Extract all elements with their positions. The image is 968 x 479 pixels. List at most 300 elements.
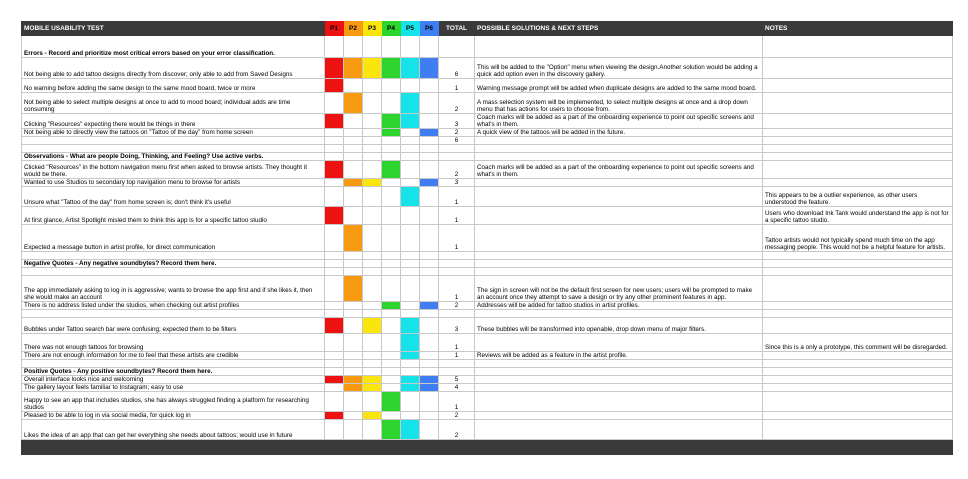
participant-p3-cell[interactable] <box>363 360 382 368</box>
participant-p5-cell[interactable] <box>401 187 420 207</box>
solution-cell[interactable] <box>475 412 763 420</box>
header-notes[interactable]: NOTES <box>763 22 953 36</box>
observation-cell[interactable]: No warning before adding the same design to the same mood board, twice or more <box>22 79 325 93</box>
participant-p5-cell[interactable] <box>401 318 420 334</box>
participant-p3-cell[interactable] <box>363 268 382 276</box>
total-cell[interactable]: 1 <box>439 79 475 93</box>
participant-p6-cell[interactable] <box>420 412 439 420</box>
participant-p1-cell[interactable] <box>325 225 344 252</box>
total-cell[interactable]: 2 <box>439 412 475 420</box>
participant-p4-cell[interactable] <box>382 302 401 310</box>
participant-p6-cell[interactable] <box>420 93 439 114</box>
participant-p2-cell[interactable] <box>344 58 363 79</box>
participant-p6-cell[interactable] <box>420 114 439 129</box>
participant-p1-cell[interactable] <box>325 302 344 310</box>
participant-p3-cell[interactable] <box>363 384 382 392</box>
participant-p1-cell[interactable] <box>325 376 344 384</box>
participant-p4-cell[interactable] <box>382 360 401 368</box>
participant-p5-cell[interactable] <box>401 392 420 412</box>
participant-p1-cell[interactable] <box>325 179 344 187</box>
notes-cell[interactable] <box>763 161 953 179</box>
participant-p1-cell[interactable] <box>325 137 344 145</box>
participant-p6-cell[interactable] <box>420 334 439 352</box>
participant-p3-cell[interactable] <box>363 153 382 161</box>
participant-p6-cell[interactable] <box>420 310 439 318</box>
total-cell[interactable] <box>439 368 475 376</box>
observation-cell[interactable]: Unsure what "Tattoo of the day" from home screen is; don't think it's useful <box>22 187 325 207</box>
participant-p2-cell[interactable] <box>344 260 363 268</box>
solution-cell[interactable] <box>475 268 763 276</box>
total-cell[interactable]: 1 <box>439 207 475 225</box>
header-title[interactable]: MOBILE USABILITY TEST <box>22 22 325 36</box>
solution-cell[interactable] <box>475 420 763 440</box>
solution-cell[interactable]: The sign in screen will not be the default first screen for new users; users will be prompted to make an account once they attempt to save a design or try any other prominent features in app. <box>475 276 763 302</box>
participant-p3-cell[interactable] <box>363 302 382 310</box>
participant-p2-cell[interactable] <box>344 153 363 161</box>
participant-p3-cell[interactable] <box>363 207 382 225</box>
participant-p5-cell[interactable] <box>401 137 420 145</box>
participant-p2-cell[interactable] <box>344 252 363 260</box>
participant-p4-cell[interactable] <box>382 260 401 268</box>
participant-p1-cell[interactable] <box>325 129 344 137</box>
participant-p5-cell[interactable] <box>401 268 420 276</box>
total-cell[interactable]: 1 <box>439 225 475 252</box>
participant-p6-cell[interactable] <box>420 368 439 376</box>
total-cell[interactable] <box>439 145 475 153</box>
solution-cell[interactable]: Warning message prompt will be added when duplicate designs are added to the same mood board. <box>475 79 763 93</box>
participant-p2-cell[interactable] <box>344 179 363 187</box>
solution-cell[interactable] <box>475 207 763 225</box>
participant-p2-cell[interactable] <box>344 412 363 420</box>
solution-cell[interactable] <box>475 225 763 252</box>
total-cell[interactable] <box>439 268 475 276</box>
participant-p5-cell[interactable] <box>401 153 420 161</box>
notes-cell[interactable] <box>763 420 953 440</box>
participant-p5-cell[interactable] <box>401 207 420 225</box>
participant-p2-cell[interactable] <box>344 137 363 145</box>
solution-cell[interactable]: A mass selection system will be implemented, to select multiple designs at once and a drop down menu that has actions for users to choose from. <box>475 93 763 114</box>
participant-p6-cell[interactable] <box>420 161 439 179</box>
total-cell[interactable]: 1 <box>439 276 475 302</box>
participant-p5-cell[interactable] <box>401 179 420 187</box>
total-cell[interactable]: 2 <box>439 420 475 440</box>
observation-cell[interactable]: There is no address listed under the studios, when checking out artist profiles <box>22 302 325 310</box>
notes-cell[interactable] <box>763 310 953 318</box>
participant-p2-cell[interactable] <box>344 376 363 384</box>
participant-p2-cell[interactable] <box>344 368 363 376</box>
participant-p5-cell[interactable] <box>401 310 420 318</box>
participant-p2-cell[interactable] <box>344 225 363 252</box>
participant-p2-cell[interactable] <box>344 145 363 153</box>
participant-p6-cell[interactable] <box>420 302 439 310</box>
total-cell[interactable] <box>439 153 475 161</box>
participant-p4-cell[interactable] <box>382 334 401 352</box>
participant-p1-cell[interactable] <box>325 145 344 153</box>
observation-cell[interactable]: The app immediately asking to log in is aggressive; wants to browse the app first and if she likes it, then she would make an account <box>22 276 325 302</box>
participant-p2-cell[interactable] <box>344 318 363 334</box>
participant-p6-cell[interactable] <box>420 376 439 384</box>
participant-p1-cell[interactable] <box>325 420 344 440</box>
participant-p2-cell[interactable] <box>344 161 363 179</box>
solution-cell[interactable] <box>475 360 763 368</box>
participant-p5-cell[interactable] <box>401 368 420 376</box>
participant-p4-cell[interactable] <box>382 93 401 114</box>
participant-p4-cell[interactable] <box>382 137 401 145</box>
solution-cell[interactable]: This will be added to the "Option" menu when viewing the design.Another solution would be adding a quick add option even in the discovery gallery. <box>475 58 763 79</box>
participant-p6-cell[interactable] <box>420 179 439 187</box>
solution-cell[interactable] <box>475 153 763 161</box>
participant-p3-cell[interactable] <box>363 79 382 93</box>
participant-p6-cell[interactable] <box>420 420 439 440</box>
participant-p4-cell[interactable] <box>382 179 401 187</box>
notes-cell[interactable] <box>763 114 953 129</box>
participant-p4-cell[interactable] <box>382 207 401 225</box>
participant-p1-cell[interactable] <box>325 268 344 276</box>
observation-cell[interactable]: Clicking "Resources" expecting there would be things in there <box>22 114 325 129</box>
participant-p3-cell[interactable] <box>363 137 382 145</box>
notes-cell[interactable] <box>763 352 953 360</box>
participant-p3-cell[interactable] <box>363 36 382 58</box>
notes-cell[interactable] <box>763 412 953 420</box>
participant-p1-cell[interactable] <box>325 36 344 58</box>
participant-p4-cell[interactable] <box>382 114 401 129</box>
participant-p1-cell[interactable] <box>325 93 344 114</box>
participant-p4-cell[interactable] <box>382 376 401 384</box>
participant-p1-cell[interactable] <box>325 260 344 268</box>
solution-cell[interactable] <box>475 179 763 187</box>
participant-p3-cell[interactable] <box>363 145 382 153</box>
participant-p2-cell[interactable] <box>344 207 363 225</box>
participant-p2-cell[interactable] <box>344 310 363 318</box>
participant-p5-cell[interactable] <box>401 79 420 93</box>
header-p5[interactable]: P5 <box>401 22 420 36</box>
notes-cell[interactable] <box>763 302 953 310</box>
participant-p5-cell[interactable] <box>401 260 420 268</box>
notes-cell[interactable] <box>763 129 953 137</box>
solution-cell[interactable]: Reviews will be added as a feature in the artist profile. <box>475 352 763 360</box>
solution-cell[interactable] <box>475 145 763 153</box>
notes-cell[interactable]: Since this is a only a prototype, this comment will be disregarded. <box>763 334 953 352</box>
notes-cell[interactable] <box>763 79 953 93</box>
participant-p3-cell[interactable] <box>363 179 382 187</box>
solution-cell[interactable]: Coach marks will be added as a part of the onboarding experience to point out specific screens and what's in them. <box>475 114 763 129</box>
notes-cell[interactable] <box>763 268 953 276</box>
total-cell[interactable]: 1 <box>439 392 475 412</box>
participant-p6-cell[interactable] <box>420 187 439 207</box>
participant-p1-cell[interactable] <box>325 153 344 161</box>
participant-p4-cell[interactable] <box>382 225 401 252</box>
participant-p3-cell[interactable] <box>363 376 382 384</box>
participant-p5-cell[interactable] <box>401 129 420 137</box>
total-cell[interactable]: 6 <box>439 137 475 145</box>
notes-cell[interactable] <box>763 360 953 368</box>
participant-p6-cell[interactable] <box>420 352 439 360</box>
total-cell[interactable]: 1 <box>439 334 475 352</box>
solution-cell[interactable] <box>475 36 763 58</box>
total-cell[interactable]: 3 <box>439 318 475 334</box>
section-title-cell[interactable]: Observations - What are people Doing, Thinking, and Feeling? Use active verbs. <box>22 153 325 161</box>
participant-p3-cell[interactable] <box>363 161 382 179</box>
total-cell[interactable] <box>439 310 475 318</box>
total-cell[interactable]: 6 <box>439 58 475 79</box>
participant-p2-cell[interactable] <box>344 384 363 392</box>
observation-cell[interactable] <box>22 137 325 145</box>
participant-p2-cell[interactable] <box>344 114 363 129</box>
observation-cell[interactable]: Likes the idea of an app that can get her everything she needs about tattoos; would use in future <box>22 420 325 440</box>
participant-p5-cell[interactable] <box>401 161 420 179</box>
participant-p4-cell[interactable] <box>382 161 401 179</box>
total-cell[interactable] <box>439 260 475 268</box>
observation-cell[interactable]: There are not enough information for me to feel that these artists are credible <box>22 352 325 360</box>
observation-cell[interactable]: Not being able to directly view the tattoos on "Tattoo of the day" from home screen <box>22 129 325 137</box>
participant-p3-cell[interactable] <box>363 260 382 268</box>
total-cell[interactable] <box>439 252 475 260</box>
participant-p5-cell[interactable] <box>401 114 420 129</box>
solution-cell[interactable]: Coach marks will be added as a part of the onboarding experience to point out specific screens and what's in them. <box>475 161 763 179</box>
notes-cell[interactable] <box>763 318 953 334</box>
participant-p1-cell[interactable] <box>325 392 344 412</box>
participant-p6-cell[interactable] <box>420 260 439 268</box>
total-cell[interactable]: 2 <box>439 93 475 114</box>
participant-p2-cell[interactable] <box>344 129 363 137</box>
observation-cell[interactable] <box>22 268 325 276</box>
participant-p5-cell[interactable] <box>401 36 420 58</box>
participant-p6-cell[interactable] <box>420 252 439 260</box>
participant-p4-cell[interactable] <box>382 129 401 137</box>
participant-p5-cell[interactable] <box>401 376 420 384</box>
participant-p4-cell[interactable] <box>382 252 401 260</box>
participant-p2-cell[interactable] <box>344 360 363 368</box>
participant-p2-cell[interactable] <box>344 420 363 440</box>
participant-p1-cell[interactable] <box>325 58 344 79</box>
participant-p6-cell[interactable] <box>420 137 439 145</box>
notes-cell[interactable] <box>763 179 953 187</box>
participant-p3-cell[interactable] <box>363 420 382 440</box>
participant-p5-cell[interactable] <box>401 145 420 153</box>
participant-p6-cell[interactable] <box>420 58 439 79</box>
header-p6[interactable]: P6 <box>420 22 439 36</box>
solution-cell[interactable]: These bubbles will be transformed into openable, drop down menu of major filters. <box>475 318 763 334</box>
header-total[interactable]: TOTAL <box>439 22 475 36</box>
participant-p4-cell[interactable] <box>382 412 401 420</box>
solution-cell[interactable] <box>475 310 763 318</box>
total-cell[interactable] <box>439 36 475 58</box>
solution-cell[interactable] <box>475 376 763 384</box>
notes-cell[interactable] <box>763 252 953 260</box>
solution-cell[interactable] <box>475 392 763 412</box>
solution-cell[interactable] <box>475 334 763 352</box>
participant-p4-cell[interactable] <box>382 310 401 318</box>
notes-cell[interactable] <box>763 58 953 79</box>
total-cell[interactable]: 1 <box>439 187 475 207</box>
participant-p1-cell[interactable] <box>325 318 344 334</box>
notes-cell[interactable]: This appears to be a outlier experience, as other users understood the feature. <box>763 187 953 207</box>
header-solutions[interactable]: POSSIBLE SOLUTIONS & NEXT STEPS <box>475 22 763 36</box>
total-cell[interactable]: 5 <box>439 376 475 384</box>
participant-p3-cell[interactable] <box>363 392 382 412</box>
participant-p1-cell[interactable] <box>325 412 344 420</box>
notes-cell[interactable] <box>763 276 953 302</box>
participant-p2-cell[interactable] <box>344 352 363 360</box>
participant-p6-cell[interactable] <box>420 268 439 276</box>
participant-p2-cell[interactable] <box>344 187 363 207</box>
participant-p6-cell[interactable] <box>420 392 439 412</box>
observation-cell[interactable]: Bubbles under Tattoo search bar were confusing; expected them to be filters <box>22 318 325 334</box>
participant-p3-cell[interactable] <box>363 412 382 420</box>
participant-p3-cell[interactable] <box>363 310 382 318</box>
notes-cell[interactable] <box>763 93 953 114</box>
participant-p1-cell[interactable] <box>325 352 344 360</box>
total-cell[interactable]: 2 <box>439 129 475 137</box>
participant-p6-cell[interactable] <box>420 145 439 153</box>
participant-p3-cell[interactable] <box>363 276 382 302</box>
participant-p4-cell[interactable] <box>382 79 401 93</box>
participant-p5-cell[interactable] <box>401 420 420 440</box>
participant-p5-cell[interactable] <box>401 302 420 310</box>
participant-p5-cell[interactable] <box>401 384 420 392</box>
notes-cell[interactable] <box>763 137 953 145</box>
solution-cell[interactable] <box>475 384 763 392</box>
participant-p4-cell[interactable] <box>382 392 401 412</box>
total-cell[interactable] <box>439 360 475 368</box>
participant-p6-cell[interactable] <box>420 129 439 137</box>
participant-p4-cell[interactable] <box>382 187 401 207</box>
header-p3[interactable]: P3 <box>363 22 382 36</box>
section-title-cell[interactable]: Errors - Record and prioritize most critical errors based on your error classification. <box>22 36 325 58</box>
participant-p6-cell[interactable] <box>420 79 439 93</box>
total-cell[interactable]: 3 <box>439 114 475 129</box>
participant-p1-cell[interactable] <box>325 360 344 368</box>
participant-p1-cell[interactable] <box>325 368 344 376</box>
participant-p3-cell[interactable] <box>363 318 382 334</box>
participant-p5-cell[interactable] <box>401 93 420 114</box>
observation-cell[interactable]: Overall interface looks nice and welcoming <box>22 376 325 384</box>
notes-cell[interactable] <box>763 145 953 153</box>
header-p2[interactable]: P2 <box>344 22 363 36</box>
observation-cell[interactable]: Clicked "Resources" in the bottom navigation menu first when asked to browse artists. They thought it would be there. <box>22 161 325 179</box>
solution-cell[interactable] <box>475 252 763 260</box>
header-p4[interactable]: P4 <box>382 22 401 36</box>
observation-cell[interactable]: Happy to see an app that includes studios, she has always struggled finding a platform for researching studios <box>22 392 325 412</box>
participant-p4-cell[interactable] <box>382 145 401 153</box>
total-cell[interactable]: 4 <box>439 384 475 392</box>
solution-cell[interactable] <box>475 368 763 376</box>
participant-p6-cell[interactable] <box>420 153 439 161</box>
participant-p3-cell[interactable] <box>363 368 382 376</box>
participant-p3-cell[interactable] <box>363 225 382 252</box>
observation-cell[interactable] <box>22 310 325 318</box>
participant-p3-cell[interactable] <box>363 334 382 352</box>
participant-p2-cell[interactable] <box>344 276 363 302</box>
participant-p5-cell[interactable] <box>401 412 420 420</box>
participant-p1-cell[interactable] <box>325 161 344 179</box>
participant-p3-cell[interactable] <box>363 93 382 114</box>
participant-p2-cell[interactable] <box>344 334 363 352</box>
participant-p4-cell[interactable] <box>382 153 401 161</box>
notes-cell[interactable]: Tattoo artists would not typically spend much time on the app messaging people. This would not be a helpful feature for artists. <box>763 225 953 252</box>
participant-p3-cell[interactable] <box>363 187 382 207</box>
participant-p2-cell[interactable] <box>344 302 363 310</box>
participant-p4-cell[interactable] <box>382 352 401 360</box>
participant-p4-cell[interactable] <box>382 268 401 276</box>
section-title-cell[interactable]: Negative Quotes - Any negative soundbytes? Record them here. <box>22 260 325 268</box>
observation-cell[interactable]: Pleased to be able to log in via social media, for quick log in <box>22 412 325 420</box>
notes-cell[interactable] <box>763 376 953 384</box>
participant-p6-cell[interactable] <box>420 36 439 58</box>
notes-cell[interactable] <box>763 153 953 161</box>
participant-p1-cell[interactable] <box>325 276 344 302</box>
participant-p2-cell[interactable] <box>344 79 363 93</box>
participant-p2-cell[interactable] <box>344 36 363 58</box>
participant-p5-cell[interactable] <box>401 360 420 368</box>
participant-p3-cell[interactable] <box>363 58 382 79</box>
notes-cell[interactable] <box>763 260 953 268</box>
participant-p1-cell[interactable] <box>325 79 344 93</box>
solution-cell[interactable]: Addresses will be added for tattoo studios in artist profiles. <box>475 302 763 310</box>
participant-p5-cell[interactable] <box>401 276 420 302</box>
total-cell[interactable]: 2 <box>439 302 475 310</box>
participant-p2-cell[interactable] <box>344 392 363 412</box>
participant-p3-cell[interactable] <box>363 352 382 360</box>
participant-p4-cell[interactable] <box>382 58 401 79</box>
observation-cell[interactable]: There was not enough tattoos for browsing <box>22 334 325 352</box>
participant-p4-cell[interactable] <box>382 368 401 376</box>
observation-cell[interactable]: Wanted to use Studios to secondary top navigation menu to browse for artists <box>22 179 325 187</box>
participant-p3-cell[interactable] <box>363 252 382 260</box>
participant-p6-cell[interactable] <box>420 360 439 368</box>
participant-p1-cell[interactable] <box>325 187 344 207</box>
participant-p1-cell[interactable] <box>325 207 344 225</box>
participant-p4-cell[interactable] <box>382 420 401 440</box>
observation-cell[interactable]: Not being able to add tattoo designs directly from discover; only able to add from Saved Designs <box>22 58 325 79</box>
solution-cell[interactable] <box>475 260 763 268</box>
total-cell[interactable]: 2 <box>439 161 475 179</box>
total-cell[interactable]: 1 <box>439 352 475 360</box>
observation-cell[interactable]: At first glance, Artist Spotlight misled them to think this app is for a specific tattoo studio <box>22 207 325 225</box>
participant-p1-cell[interactable] <box>325 384 344 392</box>
participant-p4-cell[interactable] <box>382 36 401 58</box>
solution-cell[interactable] <box>475 187 763 207</box>
notes-cell[interactable] <box>763 392 953 412</box>
participant-p1-cell[interactable] <box>325 252 344 260</box>
observation-cell[interactable]: Not being able to select multiple designs at once to add to mood board; individual adds are time consuming <box>22 93 325 114</box>
notes-cell[interactable]: Users who download Ink Tank would understand the app is not for a specific tattoo studio. <box>763 207 953 225</box>
total-cell[interactable]: 3 <box>439 179 475 187</box>
participant-p5-cell[interactable] <box>401 334 420 352</box>
participant-p1-cell[interactable] <box>325 114 344 129</box>
participant-p1-cell[interactable] <box>325 310 344 318</box>
participant-p2-cell[interactable] <box>344 93 363 114</box>
header-p1[interactable]: P1 <box>325 22 344 36</box>
participant-p3-cell[interactable] <box>363 114 382 129</box>
participant-p6-cell[interactable] <box>420 318 439 334</box>
notes-cell[interactable] <box>763 368 953 376</box>
observation-cell[interactable]: Expected a message button in artist profile, for direct communication <box>22 225 325 252</box>
participant-p6-cell[interactable] <box>420 276 439 302</box>
participant-p2-cell[interactable] <box>344 268 363 276</box>
solution-cell[interactable]: A quick view of the tattoos will be added in the future. <box>475 129 763 137</box>
notes-cell[interactable] <box>763 36 953 58</box>
participant-p5-cell[interactable] <box>401 252 420 260</box>
participant-p3-cell[interactable] <box>363 129 382 137</box>
participant-p1-cell[interactable] <box>325 334 344 352</box>
observation-cell[interactable]: The gallery layout feels familiar to Instagram; easy to use <box>22 384 325 392</box>
observation-cell[interactable] <box>22 360 325 368</box>
notes-cell[interactable] <box>763 384 953 392</box>
observation-cell[interactable] <box>22 252 325 260</box>
participant-p4-cell[interactable] <box>382 318 401 334</box>
participant-p5-cell[interactable] <box>401 225 420 252</box>
